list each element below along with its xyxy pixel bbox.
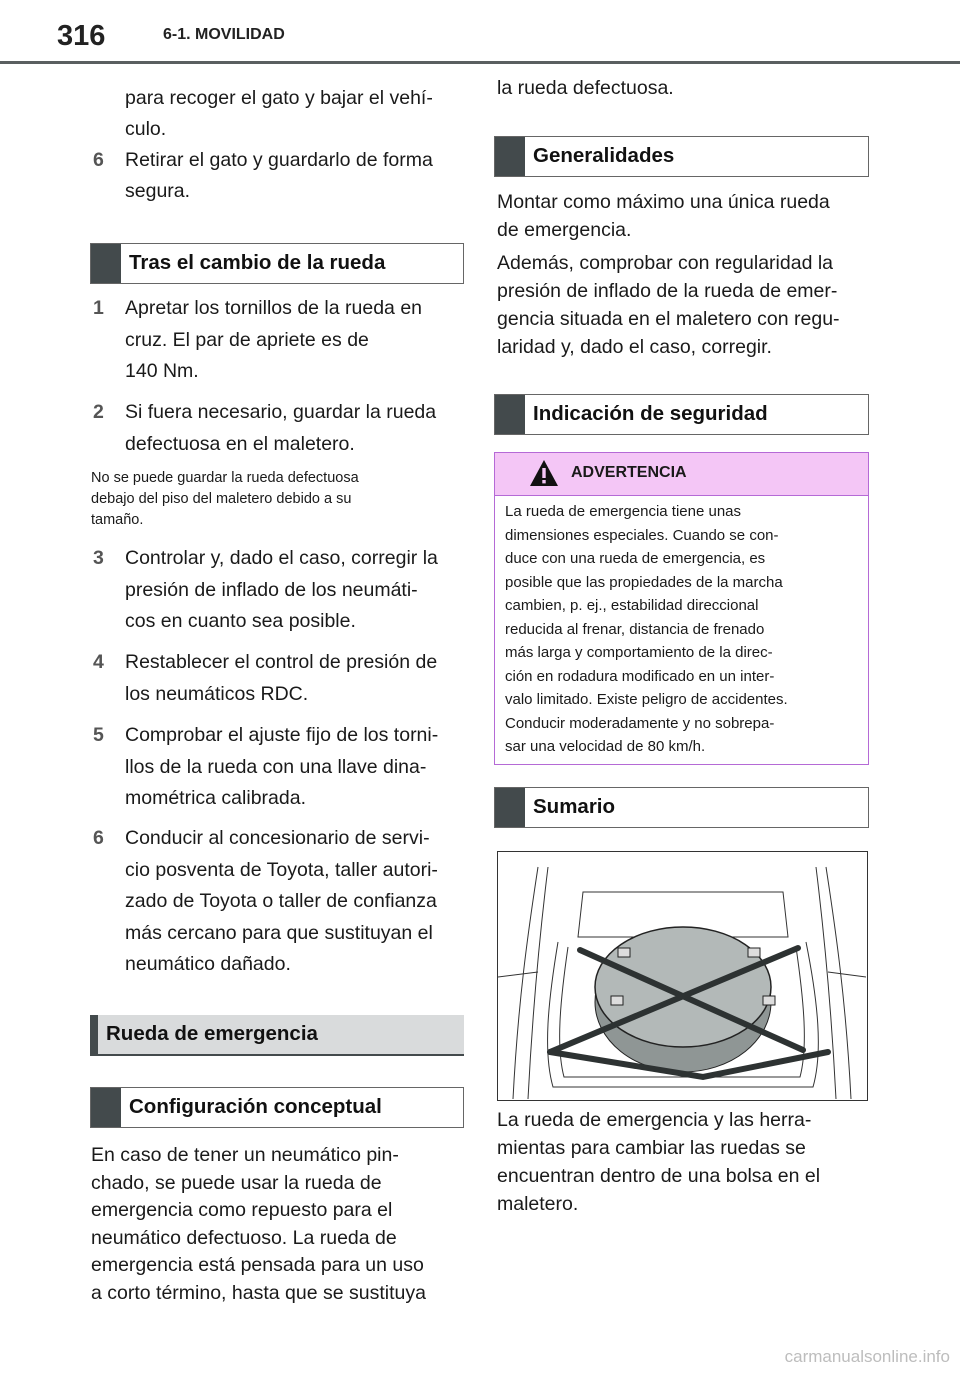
text-line: Si fuera necesario, guardar la rueda	[125, 401, 437, 423]
heading-title: Sumario	[533, 795, 616, 818]
text-line: La rueda de emergencia tiene unas	[505, 503, 742, 520]
text-line: chado, se puede usar la rueda de	[91, 1171, 382, 1194]
text-line: Restablecer el control de presión de	[125, 651, 438, 673]
step-number: 6	[93, 149, 104, 171]
text-line: 140 Nm.	[125, 360, 199, 382]
text-line: Retirar el gato y guardarlo de forma	[125, 149, 433, 171]
trunk-spare-wheel-image	[498, 852, 866, 1099]
text-line: presión de inflado de los neumáti-	[125, 578, 418, 601]
heading-bar	[91, 244, 121, 283]
text-line: de emergencia.	[497, 219, 632, 241]
section-heading	[90, 243, 464, 284]
text-line: La rueda de emergencia y las herra-	[497, 1109, 812, 1131]
step-number: 6	[93, 827, 104, 849]
text-line: la rueda defectuosa.	[497, 77, 674, 99]
section-heading	[90, 1015, 464, 1056]
text-line: a corto término, hasta que se sustituya	[91, 1281, 426, 1304]
heading-bar	[91, 1088, 121, 1127]
text-line: Apretar los tornillos de la rueda en	[125, 297, 423, 319]
text-line: No se puede guardar la rueda defectuosa	[91, 470, 359, 486]
text-line: duce con una rueda de emergencia, es	[505, 550, 766, 567]
text-line: para recoger el gato y bajar el vehí-	[125, 87, 433, 109]
text-line: Conducir al concesionario de servi-	[125, 827, 430, 849]
text-line: debajo del piso del maletero debido a su	[91, 491, 352, 507]
section-heading	[494, 787, 869, 828]
heading-bar	[90, 1015, 98, 1054]
text-line: más larga y comportamiento de la direc-	[505, 644, 773, 661]
text-line: cambien, p. ej., estabilidad direccional	[505, 597, 759, 614]
text-line: encuentran dentro de una bolsa en el	[497, 1165, 821, 1187]
text-line: cruz. El par de apriete es de	[125, 328, 369, 351]
text-line: zado de Toyota o taller de confianza	[125, 890, 437, 912]
text-line: Montar como máximo una única rueda	[497, 191, 830, 213]
heading-bar	[495, 395, 525, 434]
watermark: carmanualsonline.info	[784, 1347, 950, 1366]
text-line: presión de inflado de la rueda de emer-	[497, 280, 838, 302]
section-heading	[90, 1087, 464, 1128]
warning-box	[494, 452, 869, 765]
text-line: culo.	[125, 118, 167, 140]
text-line: más cercano para que sustituyan el	[125, 921, 433, 944]
text-line: ción en rodadura modificado en un inter-	[505, 667, 775, 685]
text-line: laridad y, dado el caso, corregir.	[497, 336, 772, 358]
step-number: 5	[93, 724, 104, 746]
text-line: defectuosa en el maletero.	[125, 432, 355, 455]
text-line: Conducir moderadamente y no sobrepa-	[505, 714, 775, 732]
text-line: dimensiones especiales. Cuando se con-	[505, 526, 779, 544]
text-line: segura.	[125, 180, 191, 202]
text-line: sar una velocidad de 80 km/h.	[505, 738, 706, 755]
text-line: Además, comprobar con regularidad la	[497, 252, 834, 274]
step-number: 3	[93, 547, 104, 569]
text-line: emergencia como repuesto para el	[91, 1199, 393, 1221]
text-line: llos de la rueda con una llave dina-	[125, 755, 427, 778]
heading-bar	[495, 788, 525, 827]
heading-title: Configuración conceptual	[129, 1095, 382, 1118]
step-number: 4	[93, 651, 104, 673]
heading-title: Generalidades	[533, 144, 675, 167]
text-line: tamaño.	[91, 512, 144, 528]
text-line: Controlar y, dado el caso, corregir la	[125, 547, 438, 569]
text-line: mientas para cambiar las ruedas se	[497, 1137, 806, 1159]
text-line: neumático dañado.	[125, 953, 291, 975]
heading-title: Indicación de seguridad	[533, 402, 768, 425]
warning-header	[495, 453, 868, 496]
text-line: neumático defectuoso. La rueda de	[91, 1226, 397, 1249]
step-number: 1	[93, 297, 104, 319]
text-line: reducida al frenar, distancia de frenado	[505, 620, 765, 638]
text-line: cos en cuanto sea posible.	[125, 610, 356, 632]
text-line: valo limitado. Existe peligro de accidentes.	[505, 691, 788, 708]
text-line: maletero.	[497, 1193, 579, 1215]
section-heading	[494, 136, 869, 177]
text-line: los neumáticos RDC.	[125, 682, 309, 705]
text-line: posible que las propiedades de la marcha	[505, 573, 783, 591]
step-number: 2	[93, 401, 104, 423]
spare-wheel-illustration	[497, 851, 868, 1101]
page-number: 316	[57, 20, 106, 52]
header-rule	[0, 61, 960, 64]
text-line: gencia situada en el maletero con regu-	[497, 308, 840, 330]
text-line: En caso de tener un neumático pin-	[91, 1144, 399, 1166]
section-heading	[494, 394, 869, 435]
heading-title: Rueda de emergencia	[106, 1022, 318, 1045]
warning-title: ADVERTENCIA	[571, 464, 687, 481]
heading-bar	[495, 137, 525, 176]
text-line: cio posventa de Toyota, taller autori-	[125, 858, 438, 881]
text-line: Comprobar el ajuste fijo de los torni-	[125, 724, 439, 746]
warning-triangle-icon	[529, 459, 559, 487]
section-title: 6-1. MOVILIDAD	[163, 26, 285, 43]
heading-title: Tras el cambio de la rueda	[129, 251, 386, 274]
text-line: emergencia está pensada para un uso	[91, 1254, 424, 1276]
text-line: mométrica calibrada.	[125, 787, 306, 809]
